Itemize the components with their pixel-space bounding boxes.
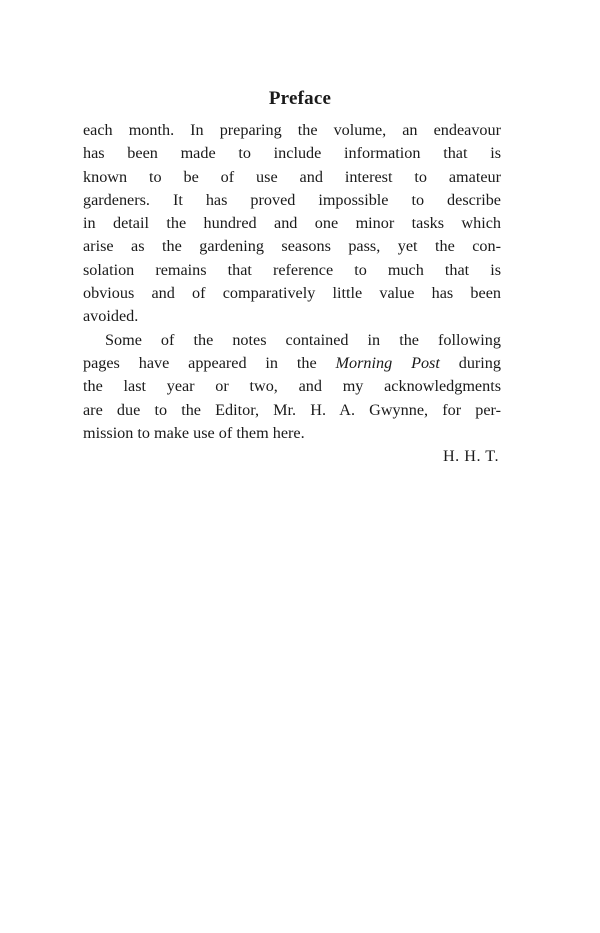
- text-segment: during: [439, 353, 501, 372]
- text-segment: pages have appeared in the: [83, 353, 336, 372]
- page-heading: Preface: [268, 88, 332, 109]
- newspaper-title: Morning Post: [335, 353, 440, 372]
- text-line: has been made to include information that is: [83, 144, 501, 163]
- text-line: solation remains that reference to much that is: [83, 260, 501, 279]
- text-line: obvious and of comparatively little value has been: [83, 284, 501, 303]
- paragraph-2: [83, 329, 501, 445]
- text-line: each month. In preparing the volume, an endeavour: [83, 121, 501, 139]
- text-line: mission to make use of them here.: [83, 423, 305, 442]
- text-line: are due to the Editor, Mr. H. A. Gwynne, for per-: [83, 400, 501, 419]
- text-line: Some of the notes contained in the following: [105, 330, 501, 349]
- text-line: known to be of use and interest to amateur: [83, 167, 501, 186]
- text-line: avoided.: [83, 307, 139, 326]
- preface-body: [83, 119, 501, 468]
- author-initials: H. H. T.: [442, 447, 499, 466]
- paragraph-1: [83, 119, 501, 329]
- text-line: in detail the hundred and one minor tasks which: [83, 214, 501, 233]
- text-line-with-italic: [83, 352, 501, 375]
- text-line: the last year or two, and my acknowledgments: [83, 377, 501, 396]
- text-line: arise as the gardening seasons pass, yet the con-: [83, 237, 501, 256]
- text-line: gardeners. It has proved impossible to describe: [83, 190, 501, 209]
